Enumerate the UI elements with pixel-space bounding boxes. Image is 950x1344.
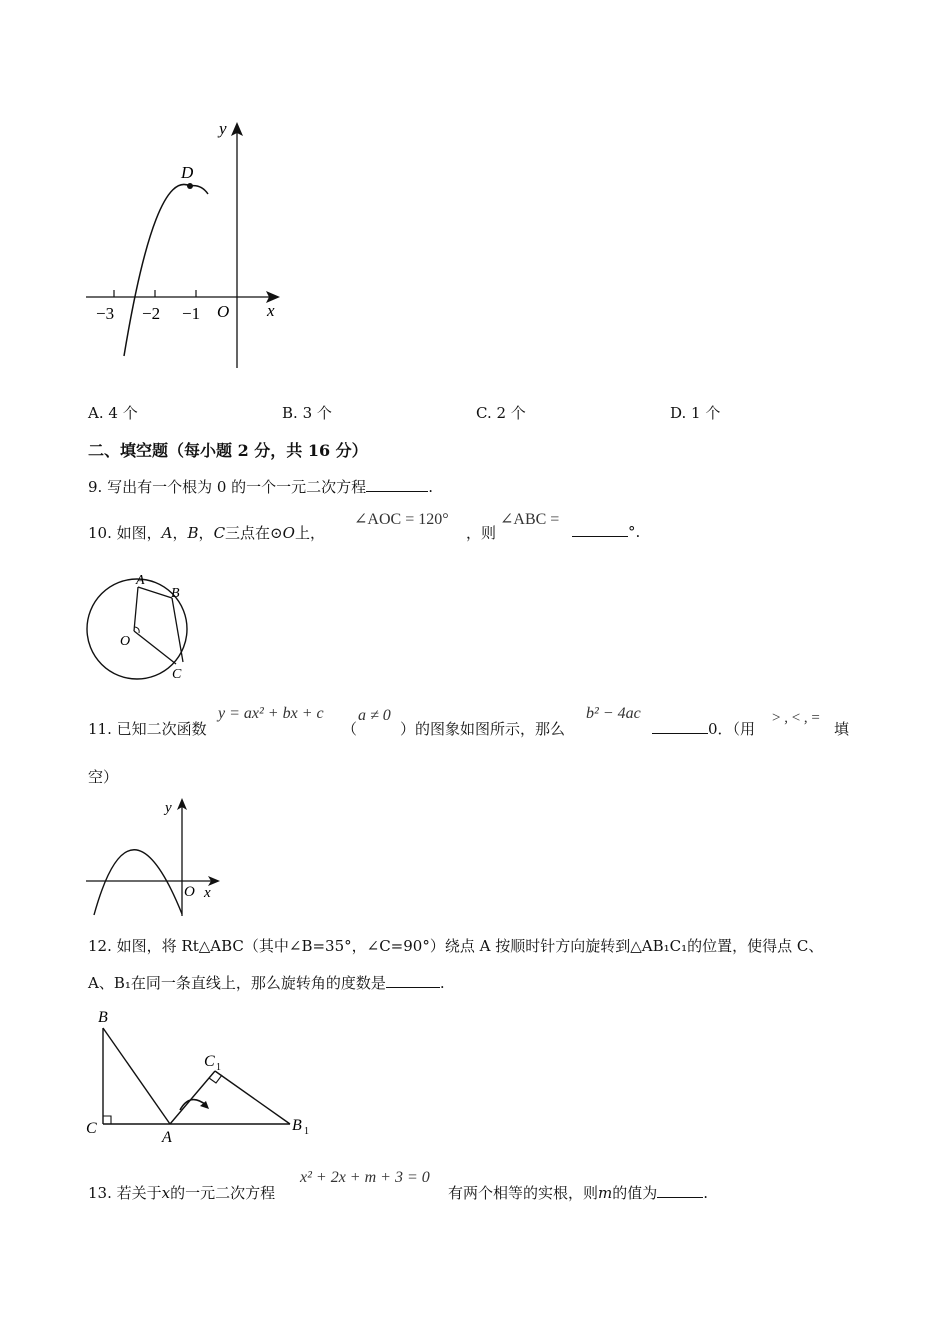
fig11-parabola-curve (94, 850, 182, 915)
option-b-text: 3 个 (302, 404, 332, 422)
option-c-text: 2 个 (496, 404, 526, 422)
fig12-label-b1: B (292, 1117, 302, 1134)
q13-end: . (703, 1184, 709, 1202)
q13-number: 13. (88, 1184, 112, 1202)
fig10-label-b: B (171, 586, 180, 601)
option-d-label: D. (670, 404, 687, 422)
q13-formula-equation: x² + 2x + m + 3 = 0 (300, 1169, 430, 1186)
question-13 (88, 1182, 275, 1203)
fig11-x-label: x (204, 885, 211, 901)
fig10-label-c: C (172, 667, 182, 682)
q13-answer-blank[interactable] (657, 1183, 703, 1198)
q10-point-c: C (213, 524, 226, 542)
q11-formula-function: y = ax² + bx + c (218, 705, 324, 722)
q11-parabola-figure (80, 790, 230, 920)
q10-comma-2: ， (198, 524, 214, 542)
q13-text-2: 的一元二次方程 (170, 1184, 276, 1202)
q10-formula-aoc: ∠AOC = 120° (354, 511, 449, 528)
question-11 (88, 718, 207, 739)
q9-answer-blank[interactable] (366, 477, 428, 492)
segment-oc (134, 631, 176, 664)
q11-text-2: ）的图象如图所示，那么 (400, 720, 566, 738)
question-12-line-2 (88, 972, 445, 993)
q9-end: . (428, 478, 433, 496)
q11-answer-blank[interactable] (652, 719, 708, 734)
q10-answer-blank[interactable] (572, 522, 628, 537)
segment-ac1 (170, 1071, 215, 1124)
q13-var-m: m (598, 1184, 613, 1202)
q11-number: 11. (88, 720, 112, 738)
q12-answer-blank[interactable] (386, 973, 440, 988)
segment-c1b1 (215, 1071, 290, 1124)
q10-answer (572, 522, 640, 541)
q9-number: 9. (88, 478, 103, 496)
q13-var-x: x (161, 1184, 171, 1202)
segment-ba (103, 1028, 170, 1124)
fig12-label-b: B (98, 1009, 108, 1026)
fig11-origin-label: O (184, 884, 195, 900)
option-d[interactable] (670, 402, 720, 423)
q11-text-1: 已知二次函数 (116, 720, 207, 738)
q11-text-5: 空） (88, 768, 119, 786)
fig10-label-o: O (120, 634, 131, 649)
q13-text-3: 有两个相等的实根，则 (448, 1184, 599, 1202)
q11-text-3: 0．（用 (708, 720, 756, 738)
q10-formula-abc: ∠ABC = (500, 511, 560, 528)
q10-text-2: 三点在⊙ (225, 524, 283, 542)
option-a[interactable] (88, 402, 138, 423)
q11-formula-condition: a ≠ 0 (358, 707, 391, 724)
x-axis-label: x (267, 301, 275, 320)
segment-oa (134, 587, 138, 631)
q12-text-2: A、B₁在同一条直线上，那么旋转角的度数是 (88, 974, 386, 992)
question-12-line-1 (88, 935, 823, 956)
option-b-label: B. (282, 404, 298, 422)
fig12-label-c1-sub: 1 (216, 1062, 221, 1073)
option-c[interactable] (476, 402, 526, 423)
segment-bc (172, 598, 183, 662)
option-b[interactable] (282, 402, 332, 423)
fig12-label-c1: C (204, 1053, 215, 1070)
y-axis-label: y (219, 119, 227, 138)
q11-text-4: 填 (834, 720, 850, 738)
question-10 (88, 522, 325, 543)
option-d-text: 1 个 (691, 404, 721, 422)
q8-parabola-figure (80, 110, 300, 380)
q12-end: . (439, 974, 445, 992)
origin-label: O (217, 302, 230, 321)
fig11-y-label: y (165, 800, 172, 816)
q13-text-1: 若关于 (116, 1184, 162, 1202)
q11-paren-open: （ (342, 720, 358, 738)
q12-triangle-figure (80, 1000, 330, 1150)
fig12-label-a: A (162, 1129, 172, 1146)
q10-end: °. (628, 523, 641, 541)
q12-number: 12. (88, 937, 112, 955)
q11-answer (652, 718, 755, 739)
q13-rest (448, 1182, 708, 1203)
vertex-point (187, 183, 193, 189)
q10-text-3: 上， (294, 524, 325, 542)
tick-label-minus-2: −2 (142, 304, 161, 323)
parabola-curve (124, 184, 208, 356)
vertex-label: D (181, 163, 194, 182)
q10-text-4: ，则 (466, 524, 497, 542)
tick-label-minus-3: −3 (96, 304, 115, 323)
right-angle-c-mark (103, 1116, 111, 1124)
q13-text-4: 的值为 (612, 1184, 658, 1202)
q10-circle-figure (80, 570, 200, 685)
q11-symbols: > , < , = (772, 710, 820, 726)
tick-label-minus-1: −1 (182, 304, 201, 323)
fig10-label-a: A (136, 573, 145, 588)
question-9 (88, 476, 433, 497)
q10-number: 10. (88, 524, 112, 542)
q10-text-1: 如图， (116, 524, 162, 542)
q11-formula-discriminant: b² − 4ac (586, 705, 641, 722)
option-a-label: A. (88, 404, 104, 422)
q10-point-a: A (161, 524, 173, 542)
q10-point-b: B (187, 524, 199, 542)
fig12-label-c: C (86, 1120, 97, 1137)
section-title: 二、填空题（每小题 2 分，共 16 分） (88, 441, 368, 460)
q9-text: 写出有一个根为 0 的一个一元二次方程 (107, 478, 367, 496)
q12-text-1: 如图，将 Rt△ABC（其中∠B=35°，∠C=90°）绕点 A 按顺时针方向旋转到△AB₁C₁的位置，使得点 C、 (116, 937, 824, 955)
q10-comma-1: ， (172, 524, 188, 542)
option-c-label: C. (476, 404, 492, 422)
q10-circle-o: O (282, 524, 295, 542)
fig12-label-b1-sub: 1 (304, 1126, 309, 1137)
option-a-text: 4 个 (108, 404, 138, 422)
